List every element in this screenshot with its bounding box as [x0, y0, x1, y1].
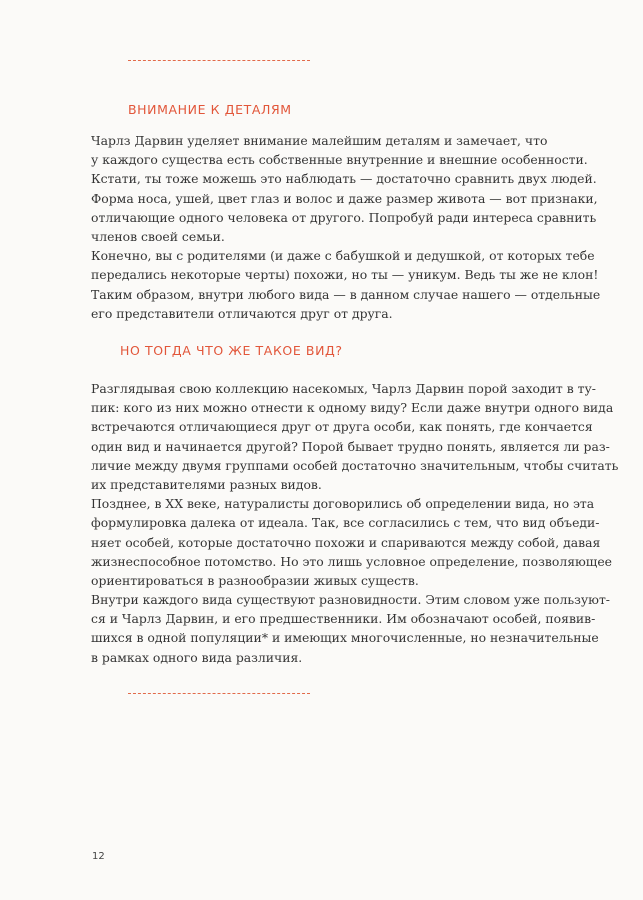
- top-dashed-divider: [128, 60, 310, 61]
- bottom-dashed-divider: [128, 693, 310, 694]
- paragraph-line: их представителями разных видов.: [91, 476, 322, 492]
- paragraph-line: отличающие одного человека от другого. Попробуй ради интереса сравнить: [91, 209, 597, 225]
- paragraph-line: Таким образом, внутри любого вида — в данном случае нашего — отдельные: [91, 286, 601, 302]
- paragraph-line: Кстати, ты тоже можешь это наблюдать — достаточно сравнить двух людей.: [91, 171, 597, 187]
- page-number: 12: [92, 851, 105, 862]
- paragraph-line: Форма носа, ушей, цвет глаз и волос и даже размер живота — вот признаки,: [91, 190, 598, 206]
- paragraph-line: встречаются отличающиеся друг от друга особи, как понять, где кончается: [91, 419, 593, 435]
- paragraph-line: ориентироваться в разнообразии живых существ.: [91, 572, 419, 588]
- paragraph-line: передались некоторые черты) похожи, но ты — уникум. Ведь ты же не клон!: [91, 267, 599, 283]
- paragraph-line: Внутри каждого вида существуют разновидности. Этим словом уже пользуют-: [91, 592, 610, 608]
- section-heading-details: ВНИМАНИЕ К ДЕТАЛЯМ: [128, 102, 292, 117]
- paragraph-line: членов своей семьи.: [91, 228, 225, 244]
- paragraph-line: формулировка далека от идеала. Так, все согласились с тем, что вид объеди-: [91, 515, 600, 531]
- paragraph-line: личие между двумя группами особей достаточно значительным, чтобы считать: [91, 457, 619, 473]
- paragraph-line: в рамках одного вида различия.: [91, 649, 303, 665]
- paragraph-line: ся и Чарлз Дарвин, и его предшественники. Им обозначают особей, появив-: [91, 611, 596, 627]
- paragraph-line: один вид и начинается другой? Порой бывает трудно понять, является ли раз-: [91, 438, 610, 454]
- paragraph-line: жизнеспособное потомство. Но это лишь условное определение, позволяющее: [91, 553, 612, 569]
- paragraph-line: Разглядывая свою коллекцию насекомых, Чарлз Дарвин порой заходит в ту-: [91, 381, 596, 396]
- paragraph-line: у каждого существа есть собственные внутренние и внешние особенности.: [91, 152, 588, 168]
- paragraph-line: Чарлз Дарвин уделяет внимание малейшим деталям и замечает, что: [91, 133, 548, 148]
- paragraph-line: няет особей, которые достаточно похожи и спариваются между собой, давая: [91, 534, 601, 550]
- paragraph-line: пик: кого из них можно отнести к одному виду? Если даже внутри одного вида: [91, 400, 614, 416]
- paragraph-line: Конечно, вы с родителями (и даже с бабушкой и дедушкой, от которых тебе: [91, 248, 595, 264]
- paragraph-line: шихся в одной популяции* и имеющих многочисленные, но незначительные: [91, 630, 599, 646]
- paragraph-line: его представители отличаются друг от друга.: [91, 305, 393, 321]
- section-body-details: [91, 131, 600, 323]
- section-body-species: [91, 379, 618, 667]
- paragraph-line: Позднее, в XX веке, натуралисты договорились об определении вида, но эта: [91, 496, 595, 512]
- section-heading-species: НО ТОГДА ЧТО ЖЕ ТАКОЕ ВИД?: [120, 343, 343, 358]
